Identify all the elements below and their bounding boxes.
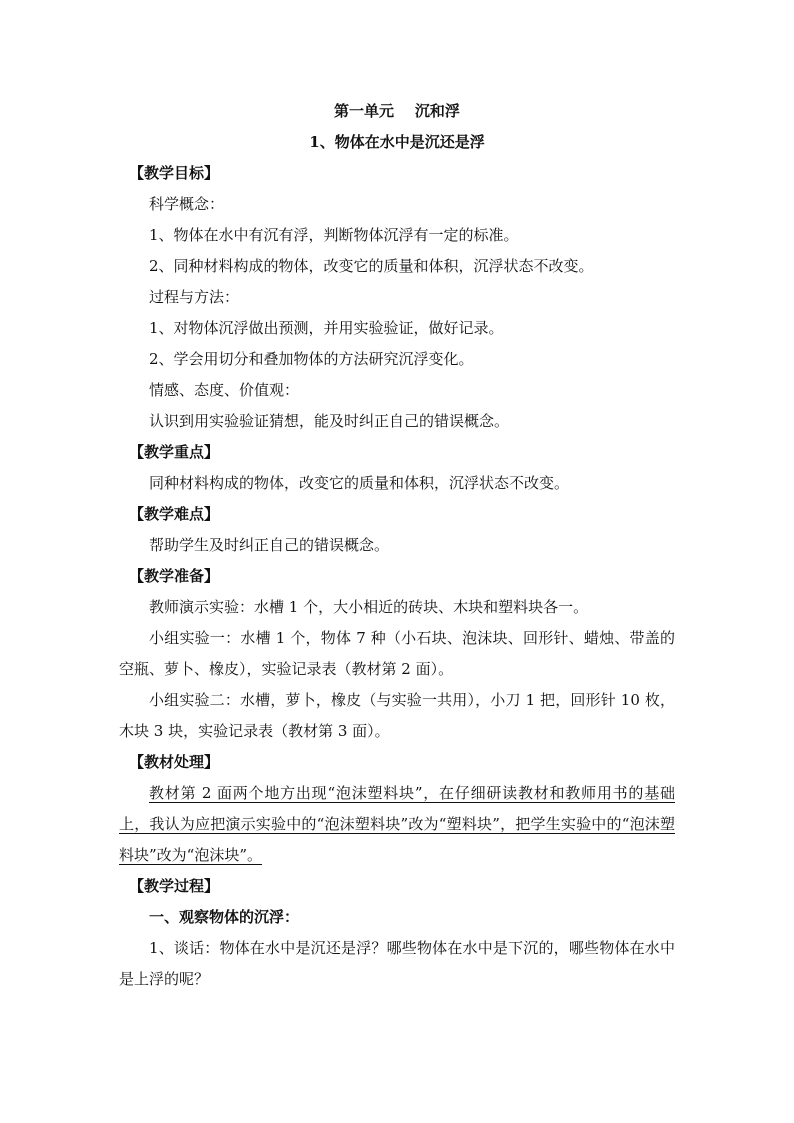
- process-label: 过程与方法：: [149, 288, 240, 306]
- goals-heading: 【教学目标】: [129, 164, 220, 182]
- concept-item-1: 1、物体在水中有沉有浮，判断物体沉浮有一定的标准。: [149, 226, 519, 244]
- preparation-demo: 教师演示实验：水槽 1 个，大小相近的砖块、木块和塑料块各一。: [149, 598, 589, 616]
- process-item-2: 2、学会用切分和叠加物体的方法研究沉浮变化。: [149, 350, 474, 368]
- preparation-heading: 【教学准备】: [129, 567, 220, 585]
- process-item-1: 1、对物体沉浮做出预测，并用实验验证，做好记录。: [149, 319, 504, 337]
- difficulties-heading: 【教学难点】: [129, 505, 220, 523]
- difficulties-text: 帮助学生及时纠正自己的错误概念。: [149, 536, 390, 554]
- process-section-1: 一、观察物体的沉浮：: [149, 908, 300, 926]
- preparation-group-1: 小组实验一：水槽 1 个，物体 7 种（小石块、泡沫块、回形针、蜡烛、带盖的空瓶、萝卜、橡皮），实验记录表（教材第 2 面）。: [119, 629, 675, 678]
- key-points-text: 同种材料构成的物体，改变它的质量和体积，沉浮状态不改变。: [149, 474, 570, 492]
- materials-text: 教材第 2 面两个地方出现“泡沫塑料块”，在仔细研读教材和教师用书的基础上，我认为应把演示实验中的“泡沫塑料块”改为“塑料块”，把学生实验中的“泡沫塑料块”改为“泡沫块”。: [119, 784, 675, 864]
- attitude-label: 情感、态度、价值观：: [149, 381, 300, 399]
- process-item-1-text: 1、谈话：物体在水中是沉还是浮？哪些物体在水中是下沉的，哪些物体在水中是上浮的呢？: [119, 939, 675, 988]
- lesson-title: 1、物体在水中是沉还是浮: [309, 133, 485, 151]
- process-heading: 【教学过程】: [129, 877, 220, 895]
- document-page: [119, 96, 675, 995]
- key-points-heading: 【教学重点】: [129, 443, 220, 461]
- concept-label: 科学概念：: [149, 195, 225, 213]
- attitude-item-1: 认识到用实验验证猜想，能及时纠正自己的错误概念。: [149, 412, 510, 430]
- unit-title: 第一单元 沉和浮: [334, 102, 460, 120]
- concept-item-2: 2、同种材料构成的物体，改变它的质量和体积，沉浮状态不改变。: [149, 257, 594, 275]
- materials-heading: 【教材处理】: [129, 753, 220, 771]
- preparation-group-2: 小组实验二：水槽，萝卜，橡皮（与实验一共用），小刀 1 把，回形针 10 枚，木块 3 块，实验记录表（教材第 3 面）。: [119, 691, 675, 740]
